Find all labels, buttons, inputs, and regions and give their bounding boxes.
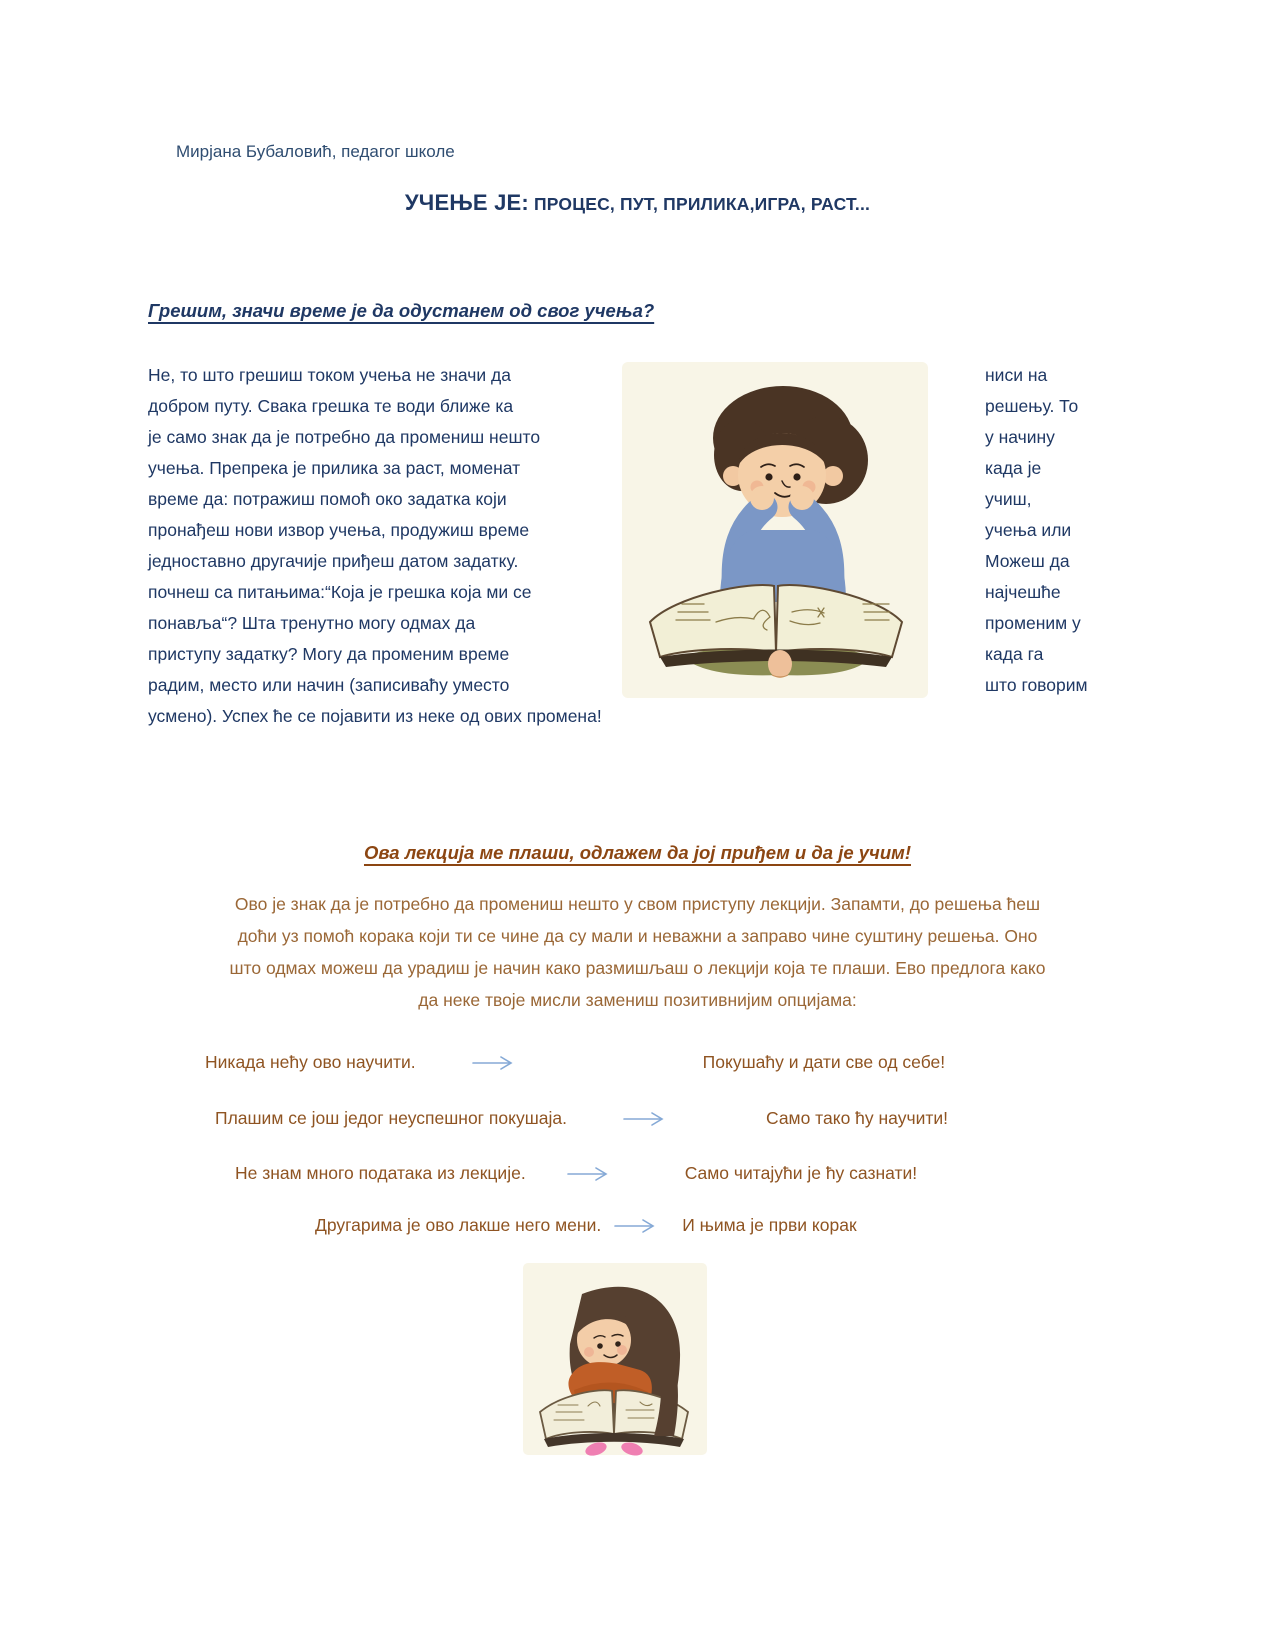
text-line: када га [985, 644, 1044, 664]
positive-thought: Покушаћу и дати све од себе! [702, 1052, 946, 1072]
text-line: да неке твоје мисли замениш позитивнијим опцијама: [418, 990, 857, 1010]
document-title [0, 190, 1275, 216]
text-line: што одмах можеш да урадиш је начин како размишљаш о лекцији која те плаши. Ево предлога како [229, 958, 1046, 978]
thought-row [205, 1052, 945, 1073]
text-line: време да: потражиш помоћ око задатка који [148, 489, 507, 509]
section1-left-column [148, 360, 620, 732]
section1-heading: Грешим, значи време је да одустанем од свог учења? [148, 300, 655, 321]
section2-heading-text: Ова лекција ме плаши, одлажем да јој приђем и да је учим! [363, 842, 911, 863]
text-line: радим, место или начин (записиваћу уместо [148, 675, 510, 695]
section1-right-column [985, 360, 1145, 701]
text-line: решењу. То [985, 396, 1079, 416]
right-arrow-icon [471, 1055, 515, 1071]
author-line: Мирјана Бубаловић, педагог школе [176, 142, 455, 161]
text-line: пронађеш нови извор учења, продужиш време [148, 520, 530, 540]
section2-paragraph [0, 888, 1275, 1016]
text-line: понавља“? Шта тренутно могу одмах да [148, 613, 476, 633]
text-line: променим у [985, 613, 1081, 633]
text-line: што говорим [985, 675, 1088, 695]
text-line: Можеш да [985, 551, 1070, 571]
thought-row [215, 1108, 948, 1129]
thought-row [315, 1215, 857, 1236]
text-line: почнеш са питањима:“Која је грешка која ми се [148, 582, 532, 602]
positive-thought: Само читајући је ћу сазнати! [684, 1163, 918, 1183]
thought-row [235, 1163, 917, 1184]
negative-thought: Никада нећу ово научити. [205, 1052, 416, 1072]
negative-thought: Не знам много података из лекције. [235, 1163, 526, 1183]
text-line: учиш, [985, 489, 1032, 509]
negative-thought: Другарима је ово лакше него мени. [315, 1215, 602, 1235]
text-line: ниси на [985, 365, 1048, 385]
text-line: Не, то што грешиш током учења не значи да [148, 365, 511, 385]
text-line: Ово је знак да је потребно да промениш нешто у свом приступу лекцији. Запамти, до решења ћеш [234, 894, 1041, 914]
text-line: је само знак да је потребно да промениш нешто [148, 427, 541, 447]
text-line: учења или [985, 520, 1072, 540]
section1-body [148, 360, 1145, 732]
text-line: једноставно другачије приђеш датом задатку. [148, 551, 519, 571]
positive-thought: Само тако ћу научити! [765, 1108, 949, 1128]
text-line: доћи уз помоћ корака који ти се чине да су мали и неважни а заправо чине суштину решења. Оно [237, 926, 1038, 946]
text-line: учења. Препрека је прилика за раст, моменат [148, 458, 521, 478]
title-subtitle: ПРОЦЕС, ПУТ, ПРИЛИКА,ИГРА, РАСТ... [528, 194, 871, 214]
text-line: најчешће [985, 582, 1061, 602]
section2-heading [0, 842, 1275, 864]
text-line: добром путу. Свака грешка те води ближе ка [148, 396, 514, 416]
positive-thought: И њима је први корак [682, 1215, 857, 1235]
girl-reading-illustration [522, 1262, 708, 1456]
text-line: када је [985, 458, 1042, 478]
text-line: усмено). Успех ће се појавити из неке од ових промена! [148, 706, 602, 726]
right-arrow-icon [613, 1218, 657, 1234]
right-arrow-icon [566, 1166, 610, 1182]
text-line: у начину [985, 427, 1055, 447]
text-line: приступу задатку? Могу да променим време [148, 644, 510, 664]
title-main: УЧЕЊЕ ЈЕ: [404, 190, 529, 215]
boy-reading-illustration [620, 360, 930, 700]
right-arrow-icon [622, 1111, 666, 1127]
negative-thought: Плашим се још једог неуспешног покушаја. [215, 1108, 567, 1128]
